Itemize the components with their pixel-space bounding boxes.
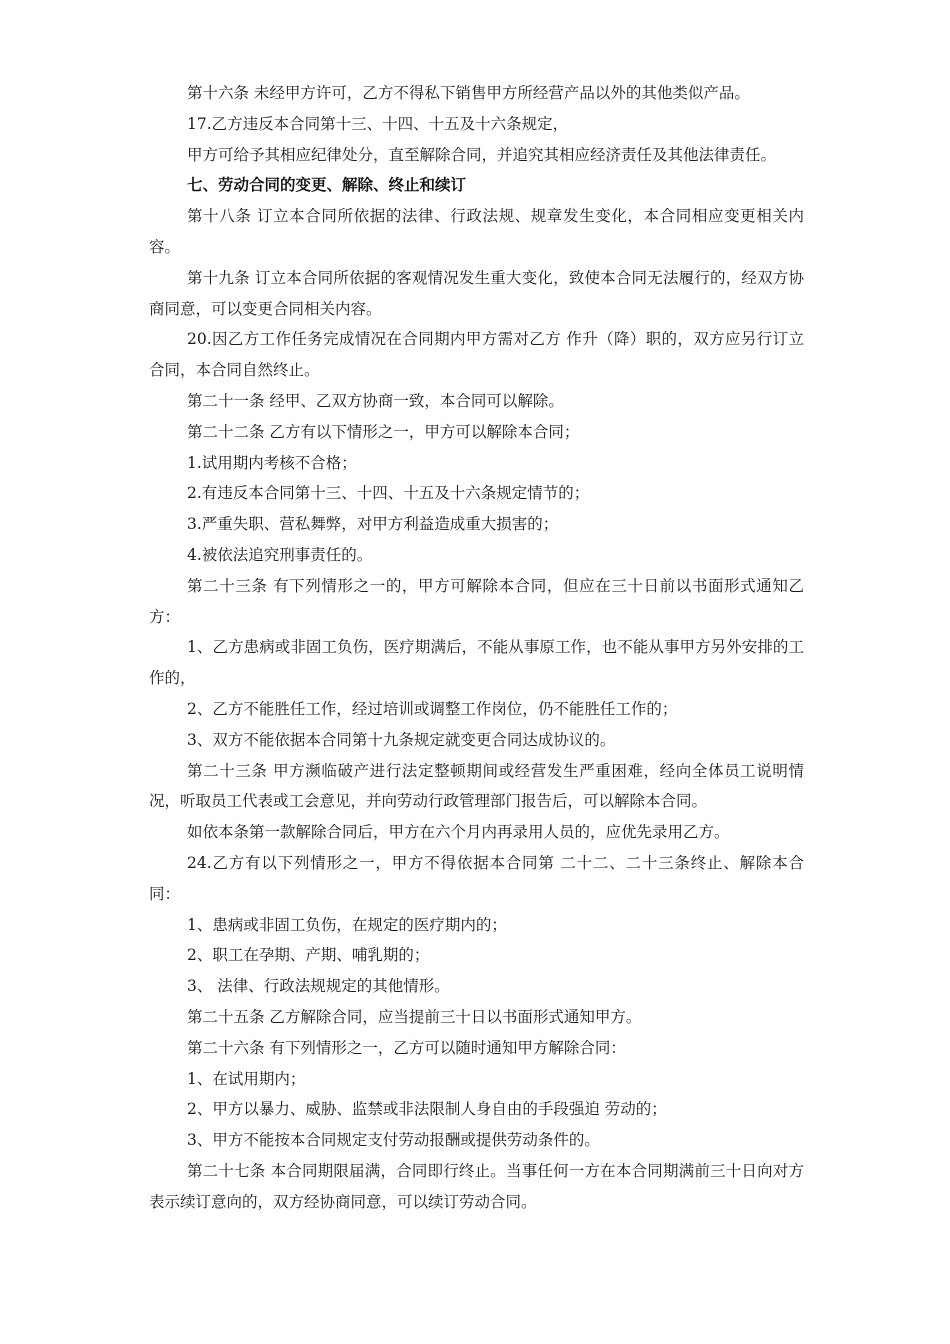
list-item-26-1: 1、在试用期内； (187, 1069, 306, 1088)
list-item-26-2: 2、甲方以暴力、威胁、监禁或非法限制人身自由的手段强迫 劳动的； (187, 1100, 667, 1119)
list-item-23-3: 3、双方不能依据本合同第十九条规定就变更合同达成协议的。 (187, 730, 616, 749)
list-item-22-1: 1.试用期内考核不合格； (187, 453, 357, 472)
paragraph-item-17-continued: 甲方可给予其相应纪律处分，直至解除合同，并追究其相应经济责任及其他法律责任。 (187, 145, 777, 164)
list-item-24-1: 1、患病或非固工负伤，在规定的医疗期内的； (187, 915, 507, 934)
section-heading-7: 七、劳动合同的变更、解除、终止和续订 (187, 176, 467, 195)
list-item-22-2: 2.有违反本合同第十三、十四、十五及十六条规定情节的； (187, 484, 590, 503)
paragraph-article-16: 第十六条 未经甲方许可，乙方不得私下销售甲方所经营产品以外的其他类似产品。 (187, 84, 750, 102)
paragraph-article-26: 第二十六条 有下列情形之一，乙方可以随时通知甲方解除合同： (187, 1038, 626, 1057)
paragraph-article-22: 第二十二条 乙方有以下情形之一，甲方可以解除本合同； (187, 422, 580, 441)
list-item-23-2: 2、乙方不能胜任工作，经过培训或调整工作岗位，仍不能胜任工作的； (187, 699, 678, 718)
document-body (149, 78, 804, 1217)
list-item-24-2: 2、职工在孕期、产期、哺乳期的； (187, 946, 430, 965)
paragraph-article-23: 第二十三条 有下列情形之一的，甲方可解除本合同，但应在三十日前以书面形式通知乙方： (149, 576, 804, 626)
paragraph-article-21: 第二十一条 经甲、乙双方协商一致，本合同可以解除。 (187, 391, 564, 410)
paragraph-article-27: 第二十七条 本合同期限届满，合同即行终止。当事任何一方在本合同期满前三十日向对方表示续订意向的，双方经协商同意，可以续订劳动合同。 (149, 1161, 804, 1211)
list-item-22-4: 4.被依法追究刑事责任的。 (187, 545, 373, 564)
paragraph-article-23-b: 第二十三条 甲方濒临破产进行法定整顿期间或经营发生严重困难，经向全体员工说明情况，听取员工代表或工会意见，并向劳动行政管理部门报告后，可以解除本合同。 (149, 761, 804, 811)
paragraph-article-25: 第二十五条 乙方解除合同，应当提前三十日以书面形式通知甲方。 (187, 1007, 642, 1026)
paragraph-article-19: 第十九条 订立本合同所依据的客观情况发生重大变化，致使本合同无法履行的，经双方协商同意，可以变更合同相关内容。 (149, 268, 804, 318)
paragraph-article-18: 第十八条 订立本合同所依据的法律、行政法规、规章发生变化，本合同相应变更相关内容。 (149, 207, 804, 256)
paragraph-item-20: 20.因乙方工作任务完成情况在合同期内甲方需对乙方 作升（降）职的，双方应另行订立合同，本合同自然终止。 (149, 330, 804, 380)
list-item-24-3: 3、 法律、行政法规规定的其他情形。 (187, 977, 450, 996)
paragraph-item-17: 17.乙方违反本合同第十三、十四、十五及十六条规定， (187, 114, 569, 133)
list-item-26-3: 3、甲方不能按本合同规定支付劳动报酬或提供劳动条件的。 (187, 1131, 600, 1150)
list-item-23-1: 1、乙方患病或非固工负伤，医疗期满后，不能从事原工作，也不能从事甲方另外安排的工作的， (149, 638, 804, 688)
paragraph-article-23-b-clause: 如依本条第一款解除合同后，甲方在六个月内再录用人员的，应优先录用乙方。 (187, 823, 730, 842)
paragraph-item-24: 24.乙方有以下列情形之一，甲方不得依据本合同第 二十二、二十三条终止、解除本合同： (149, 853, 804, 903)
list-item-22-3: 3.严重失职、营私舞弊，对甲方利益造成重大损害的； (187, 515, 559, 534)
